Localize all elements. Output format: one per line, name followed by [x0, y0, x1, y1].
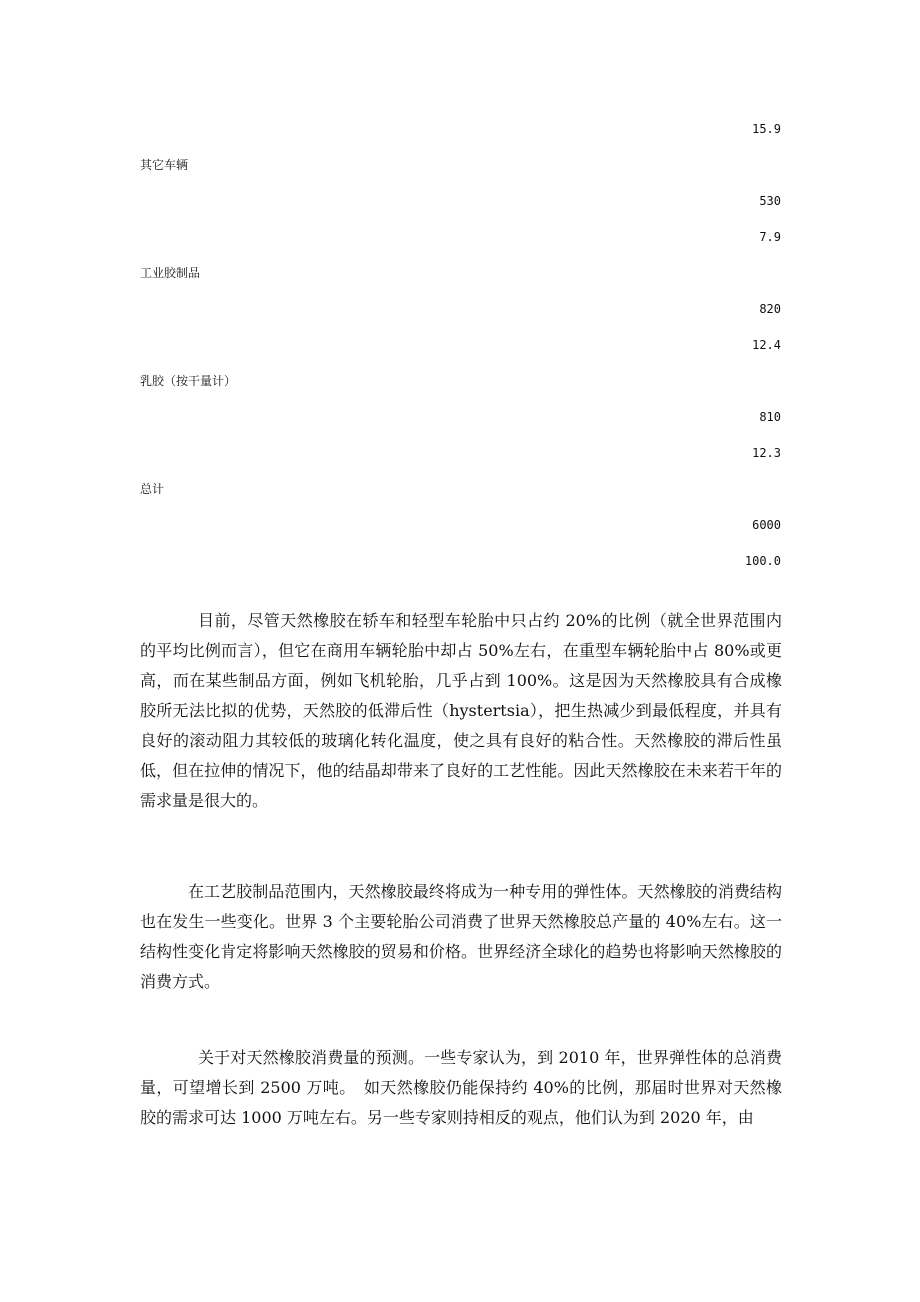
paragraph-industrial-rubber-products: 在工艺胶制品范围内，天然橡胶最终将成为一种专用的弹性体。天然橡胶的消费结构也在发生一些变化。世界 3 个主要轮胎公司消费了世界天然橡胶总产量的 40%左右。这一结构性变化肯定将影响天然橡胶的贸易和价格。世界经济全球化的趋势也将影响天然橡胶的消费方式。 — [140, 882, 782, 991]
table-value-total-amount: 6000 — [752, 518, 781, 532]
table-value-industrial-products-share: 12.4 — [752, 338, 781, 352]
table-label-other-vehicles: 其它车辆 — [140, 158, 189, 172]
table-value-total-share: 100.0 — [744, 554, 781, 568]
table-value-latex-share: 12.3 — [752, 446, 781, 460]
table-label-total: 总计 — [140, 482, 165, 496]
table-value-latex-amount: 810 — [759, 410, 781, 424]
table-value-industrial-products-amount: 820 — [759, 302, 781, 316]
table-label-latex: 乳胶（按干量计） — [140, 374, 237, 388]
paragraph-consumption-forecast: 关于对天然橡胶消费量的预测。一些专家认为，到 2010 年，世界弹性体的总消费量，可望增长到 2500 万吨。 如天然橡胶仍能保持约 40%的比例，那届时世界对天然橡胶的需求可达 1000 万吨左右。另一些专家则持相反的观点，他们认为到 2020 年，由 — [140, 1048, 782, 1127]
table-value-total-share-prev: 15.9 — [752, 122, 781, 136]
table-value-other-vehicles-amount: 530 — [759, 194, 781, 208]
table-value-other-vehicles-share: 7.9 — [759, 230, 781, 244]
table-label-industrial-products: 工业胶制品 — [140, 266, 201, 280]
paragraph-natural-rubber-share: 目前，尽管天然橡胶在轿车和轻型车轮胎中只占约 20%的比例（就全世界范围内的平均比例而言），但它在商用车辆轮胎中却占 50%左右，在重型车辆轮胎中占 80%或更高，而在某些制品方面，例如飞机轮胎，几乎占到 100%。这是因为天然橡胶具有合成橡胶所无法比拟的优势，天然胶的低滞后性（hystertsia），把生热减少到最低程度，并具有良好的滚动阻力其较低的玻璃化转化温度，使之具有良好的粘合性。天然橡胶的滞后性虽低，但在拉伸的情况下，他的结晶却带来了良好的工艺性能。因此天然橡胶在未来若干年的需求量是很大的。 — [140, 611, 782, 810]
